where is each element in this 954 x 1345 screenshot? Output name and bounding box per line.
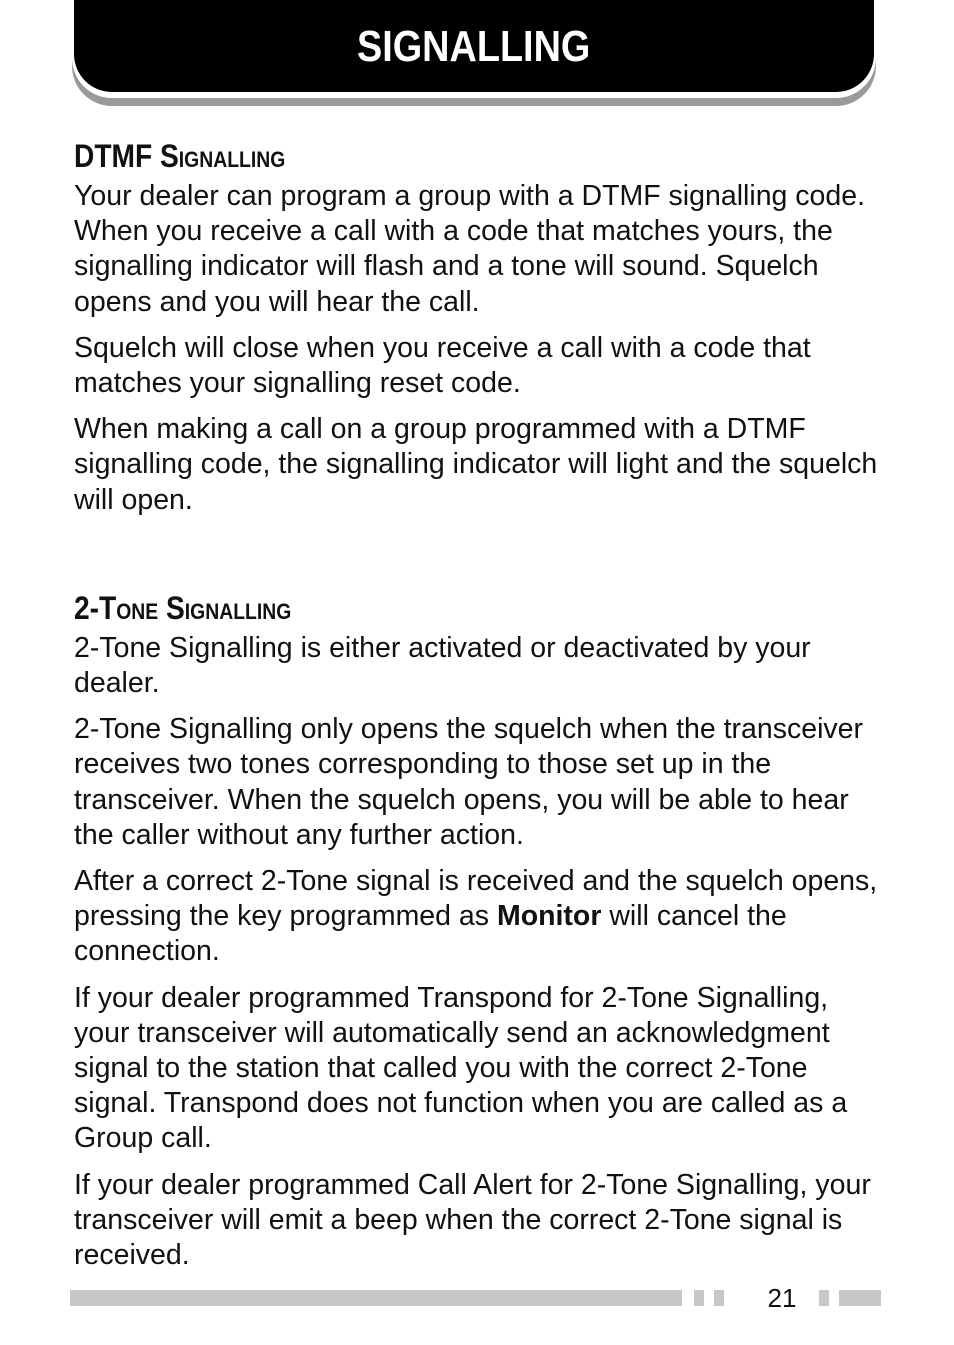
paragraph: If your dealer programmed Call Alert for 2-Tone Signalling, your transceiver will emit a beep when the correct 2-Tone signal is received.	[74, 1168, 871, 1272]
section-dtmf-signalling	[74, 133, 889, 518]
section-spacer	[74, 529, 889, 585]
paragraph-text: will cancel the connection.	[74, 900, 787, 968]
footer-bar-right	[839, 1290, 881, 1306]
page-footer	[0, 1283, 954, 1313]
monitor-key-label: Monitor	[496, 900, 602, 933]
paragraph: 2-Tone Signalling only opens the squelch when the transceiver receives two tones corresponding to those set up in the transceiver. When the squelch opens, you will be able to hear the caller without any further action.	[74, 713, 863, 851]
title-banner	[74, 0, 874, 92]
paragraph-text: After a correct 2-Tone signal is received and the squelch opens, pressing the key programmed as	[74, 865, 878, 933]
paragraph: Squelch will close when you receive a call with a code that matches your signalling reset code.	[74, 331, 811, 400]
paragraph: If your dealer programmed Transpond for 2-Tone Signalling, your transceiver will automatically send an acknowledgment signal to the station that called you with the correct 2-Tone signal. Transpond does not function when you are called as a Group call.	[74, 981, 848, 1155]
section-heading: DTMF Signalling	[74, 138, 286, 174]
paragraph: When making a call on a group programmed with a DTMF signalling code, the signalling indicator will light and the squelch will open.	[74, 413, 878, 516]
paragraph: 2-Tone Signalling is either activated or deactivated by your dealer.	[74, 631, 811, 700]
page-content	[74, 133, 889, 1284]
footer-square	[819, 1290, 829, 1306]
section-2-tone-signalling	[74, 585, 889, 1273]
footer-bar-left	[70, 1290, 682, 1306]
footer-square	[694, 1290, 704, 1306]
footer-square	[714, 1290, 724, 1306]
page-title: SIGNALLING	[357, 22, 591, 71]
paragraph	[74, 864, 889, 970]
section-heading: 2-Tone Signalling	[74, 589, 292, 626]
page-number: 21	[767, 1283, 797, 1313]
paragraph: Your dealer can program a group with a DTMF signalling code. When you receive a call with a code that matches yours, the signalling indicator will flash and a tone will sound. Squelch opens and you will hear the call.	[74, 180, 866, 318]
